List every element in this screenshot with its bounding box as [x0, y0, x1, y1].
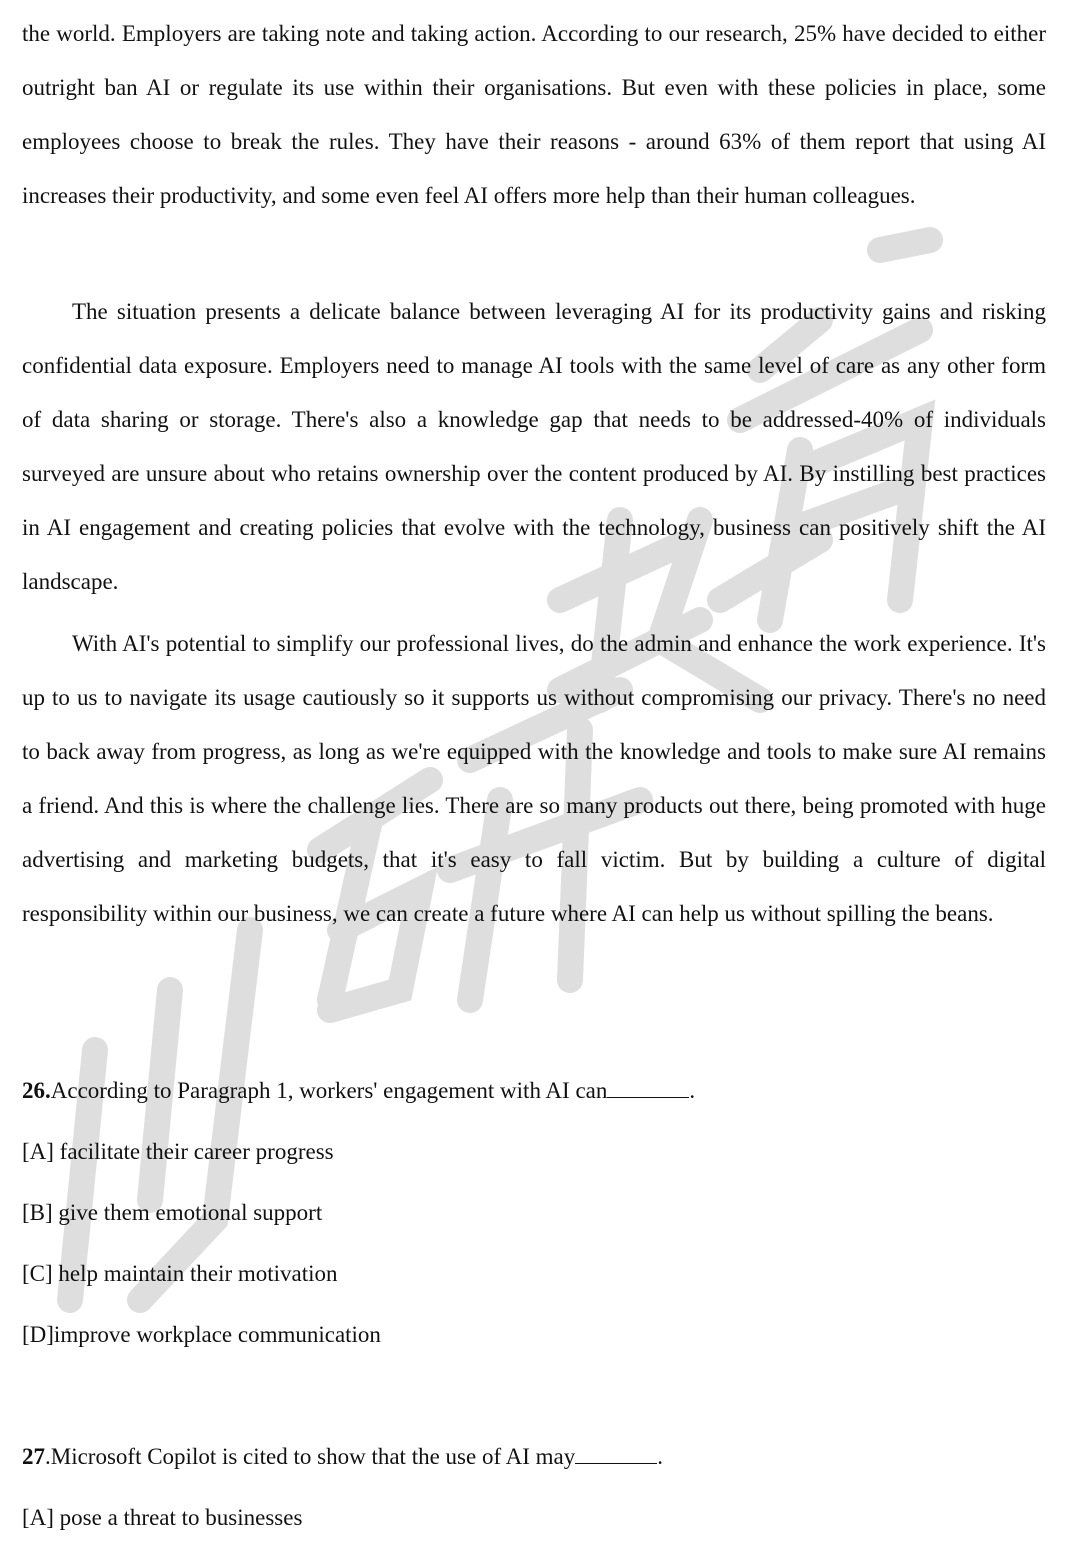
question-end: .: [689, 1078, 696, 1103]
question-stem: According to Paragraph 1, workers' engagement with AI can: [50, 1078, 608, 1103]
question-26: [22, 1076, 1046, 1106]
answer-blank: [575, 1445, 657, 1464]
paragraph-2: The situation presents a delicate balance between leveraging AI for its productivity gains and risking confidential data exposure. Employers need to manage AI tools with the same level of care as any other form of data sharing or storage. There's also a knowledge gap that needs to be addressed-40% of individuals surveyed are unsure about who retains ownership over the content produced by AI. By instilling best practices in AI engagement and creating policies that evolve with the technology, business can positively shift the AI landscape.: [22, 299, 1046, 594]
paragraph-3: With AI's potential to simplify our professional lives, do the admin and enhance the work experience. It's up to us to navigate its usage cautiously so it supports us without compromising our privacy. There's no need to back away from progress, as long as we're equipped with the knowledge and tools to make sure AI remains a friend. And this is where the challenge lies. There are so many products out there, being promoted with huge advertising and marketing budgets, that it's easy to fall victim. But by building a culture of digital responsibility within our business, we can create a future where AI can help us without spilling the beans.: [22, 631, 1046, 926]
question-number: 26.: [22, 1078, 51, 1103]
option-26-b: [B] give them emotional support: [22, 1200, 323, 1225]
option-26-a: [A] facilitate their career progress: [22, 1139, 334, 1164]
option-27-a: [A] pose a threat to businesses: [22, 1505, 303, 1530]
question-27: [22, 1442, 1046, 1472]
question-number: 27: [22, 1444, 45, 1469]
option-26-d: [D]improve workplace communication: [22, 1322, 381, 1347]
option-26-c: [C] help maintain their motivation: [22, 1261, 338, 1286]
question-end: .: [657, 1444, 663, 1469]
question-stem: .Microsoft Copilot is cited to show that the use of AI may: [45, 1444, 576, 1469]
answer-blank: [607, 1079, 689, 1098]
paragraph-1: the world. Employers are taking note and taking action. According to our research, 25% have decided to either outright ban AI or regulate its use within their organisations. But even with these policies in place, some employees choose to break the rules. They have their reasons - around 63% of them report that using AI increases their productivity, and some even feel AI offers more help than their human colleagues.: [22, 21, 1046, 208]
